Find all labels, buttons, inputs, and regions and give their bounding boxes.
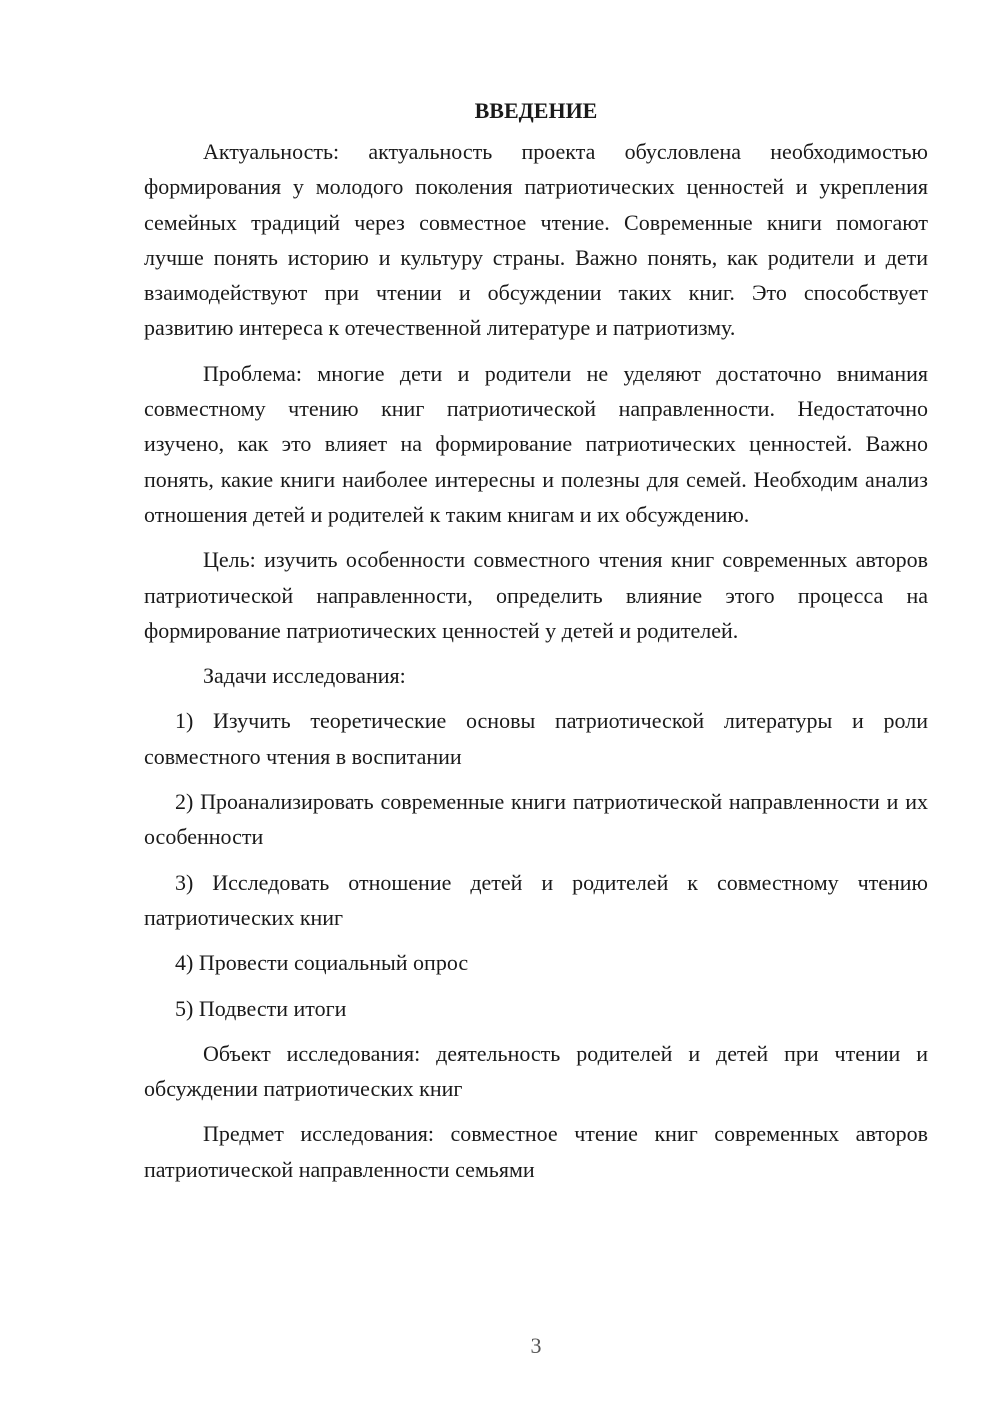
tasks-heading: Задачи исследования: [203,663,406,689]
document-page [144,96,928,1197]
task-item-1: 1) Изучить теоретические основы патриотической литературы и роли совместного чтения в воспитании [144,708,928,769]
task-item-4: 4) Провести социальный опрос [175,950,469,976]
section-title: ВВЕДЕНИЕ [474,98,598,123]
task-item-5: 5) Подвести итоги [175,995,347,1021]
paragraph-subject: Предмет исследования: совместное чтение книг современных авторов патриотической направленности семьями [144,1121,928,1182]
paragraph-problem: Проблема: многие дети и родители не уделяют достаточно внимания совместному чтению книг патриотической направленности. Недостаточно изучено, как это влияет на формирование патриотических ценностей. Важно понять, какие книги наиболее интересны и полезны для семей. Необходим анализ отношения детей и родителей к таким книгам и их обсуждению. [144,360,928,527]
task-item-3: 3) Исследовать отношение детей и родителей к совместному чтению патриотических книг [144,869,928,930]
task-item-2: 2) Проанализировать современные книги патриотической направленности и их особенности [144,789,928,850]
paragraph-relevance: Актуальность: актуальность проекта обусловлена необходимостью формирования у молодого поколения патриотических ценностей и укрепления семейных традиций через совместное чтение. Современные книги помогают лучше понять историю и культуру страны. Важно понять, как родители и дети взаимодействуют при чтении и обсуждении таких книг. Это способствует развитию интереса к отечественной литературе и патриотизму. [144,139,928,341]
page-number: 3 [530,1333,542,1358]
paragraph-object: Объект исследования: деятельность родителей и детей при чтении и обсуждении патриотических книг [144,1040,928,1102]
paragraph-goal: Цель: изучить особенности совместного чтения книг современных авторов патриотической направленности, определить влияние этого процесса на формирование патриотических ценностей у детей и родителей. [144,547,928,643]
